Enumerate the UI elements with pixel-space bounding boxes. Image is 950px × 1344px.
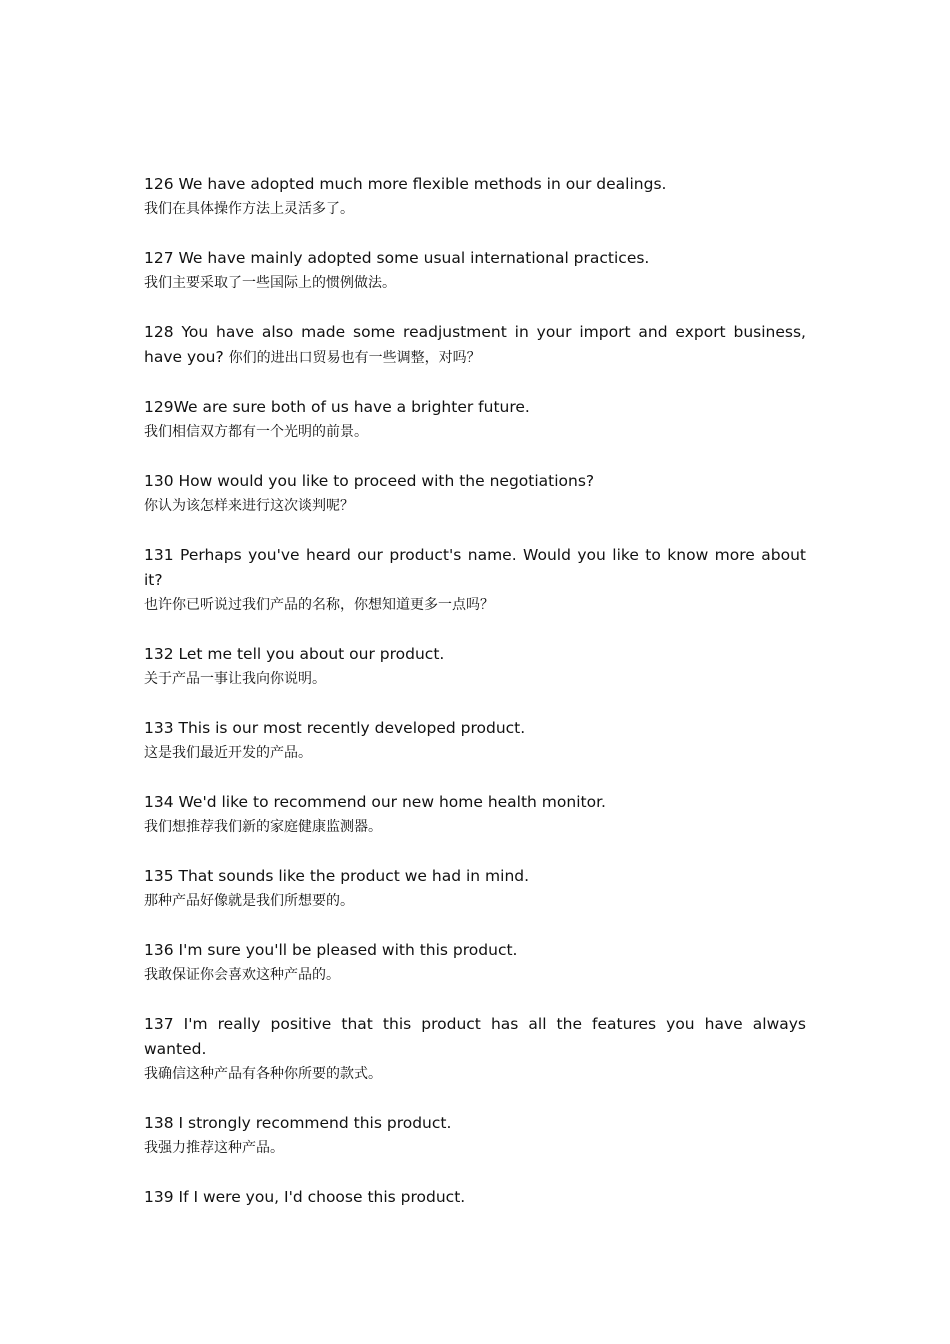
chinese-translation: 也许你已听说过我们产品的名称，你想知道更多一点吗？ <box>144 597 494 613</box>
chinese-translation: 我敢保证你会喜欢这种产品的。 <box>144 967 340 983</box>
chinese-translation: 我确信这种产品有各种你所要的款式。 <box>144 1066 382 1082</box>
entry-137 <box>144 1012 806 1087</box>
entry-133 <box>144 716 806 766</box>
english-sentence: 134 We'd like to recommend our new home health monitor. <box>144 793 606 811</box>
english-sentence: 135 That sounds like the product we had in mind. <box>144 867 530 885</box>
english-sentence: 132 Let me tell you about our product. <box>144 645 445 663</box>
english-sentence: 126 We have adopted much more flexible methods in our dealings. <box>144 175 667 193</box>
entry-131 <box>144 543 806 618</box>
entry-135 <box>144 864 806 914</box>
english-sentence: 138 I strongly recommend this product. <box>144 1114 452 1132</box>
chinese-translation: 我们主要采取了一些国际上的惯例做法。 <box>144 275 396 291</box>
english-sentence: 139 If I were you, I'd choose this product. <box>144 1188 466 1206</box>
chinese-translation: 那种产品好像就是我们所想要的。 <box>144 893 354 909</box>
entry-126 <box>144 172 806 222</box>
chinese-translation: 关于产品一事让我向你说明。 <box>144 671 326 687</box>
entry-138 <box>144 1111 806 1161</box>
entry-130 <box>144 469 806 519</box>
chinese-translation: 你们的进出口贸易也有一些调整，对吗？ <box>228 350 481 366</box>
document-page <box>144 172 806 1234</box>
entry-128 <box>144 320 806 371</box>
entry-134 <box>144 790 806 840</box>
chinese-translation: 我们相信双方都有一个光明的前景。 <box>144 424 368 440</box>
english-sentence: 129We are sure both of us have a brighter future. <box>144 398 530 416</box>
english-sentence: 127 We have mainly adopted some usual international practices. <box>144 249 650 267</box>
entry-132 <box>144 642 806 692</box>
chinese-translation: 这是我们最近开发的产品。 <box>144 745 312 761</box>
chinese-translation: 我强力推荐这种产品。 <box>144 1140 284 1156</box>
english-sentence: 136 I'm sure you'll be pleased with this product. <box>144 941 518 959</box>
chinese-translation: 我们在具体操作方法上灵活多了。 <box>144 201 354 217</box>
english-sentence <box>144 320 806 371</box>
english-text: 128 You have also made some readjustment in your import and export business, have you? <box>144 323 806 366</box>
english-sentence: 130 How would you like to proceed with the negotiations? <box>144 472 595 490</box>
entry-136 <box>144 938 806 988</box>
entry-127 <box>144 246 806 296</box>
english-sentence: 131 Perhaps you've heard our product's name. Would you like to know more about it? <box>144 546 806 589</box>
chinese-translation: 我们想推荐我们新的家庭健康监测器。 <box>144 819 382 835</box>
entry-139 <box>144 1185 806 1210</box>
chinese-translation: 你认为该怎样来进行这次谈判呢？ <box>144 498 354 514</box>
english-sentence: 137 I'm really positive that this product has all the features you have always wanted. <box>144 1015 806 1058</box>
entry-129 <box>144 395 806 445</box>
english-sentence: 133 This is our most recently developed product. <box>144 719 526 737</box>
